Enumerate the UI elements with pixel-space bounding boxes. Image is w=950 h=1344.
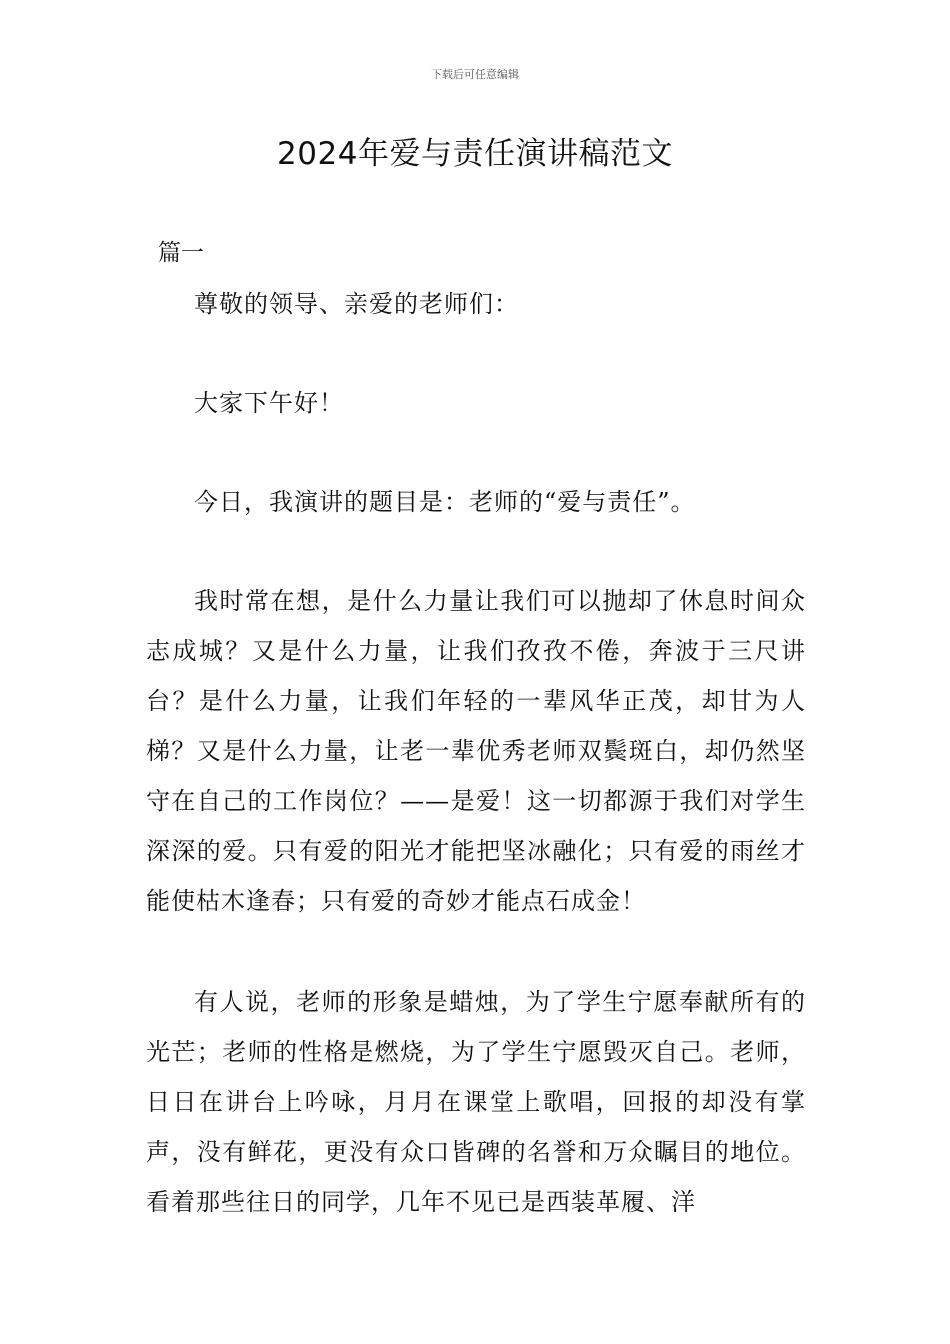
paragraph-topic: 今日，我演讲的题目是：老师的“爱与责任”。 xyxy=(194,488,696,516)
paragraph-greeting: 尊敬的领导、亲爱的老师们： xyxy=(194,290,519,318)
section-label: 篇一 xyxy=(158,240,204,266)
paragraph-body: 有人说，老师的形象是蜡烛，为了学生宁愿奉献所有的光芒；老师的性格是燃烧，为了学生宁愿毁灭自己。老师，日日在讲台上吟咏，月月在课堂上歌唱，回报的却没有掌声，没有鲜花，更没有众口皆碑的名誉和万众瞩目的地位。看着那些往日的同学，几年不见已是西装革履、洋 xyxy=(146,988,806,1216)
paragraph-salutation: 大家下午好！ xyxy=(194,389,344,417)
paragraph-body: 我时常在想，是什么力量让我们可以抛却了休息时间众志成城？又是什么力量，让我们孜孜不倦，奔波于三尺讲台？是什么力量，让我们年轻的一辈风华正茂，却甘为人梯？又是什么力量，让老一辈优秀老师双鬓斑白，却仍然坚守在自己的工作岗位？——是爱！这一切都源于我们对学生深深的爱。只有爱的阳光才能把坚冰融化；只有爱的雨丝才能使枯木逢春；只有爱的奇妙才能点石成金！ xyxy=(146,587,806,915)
document-title: 2024年爱与责任演讲稿范文 xyxy=(277,136,673,172)
header-note: 下载后可任意编辑 xyxy=(431,68,519,81)
